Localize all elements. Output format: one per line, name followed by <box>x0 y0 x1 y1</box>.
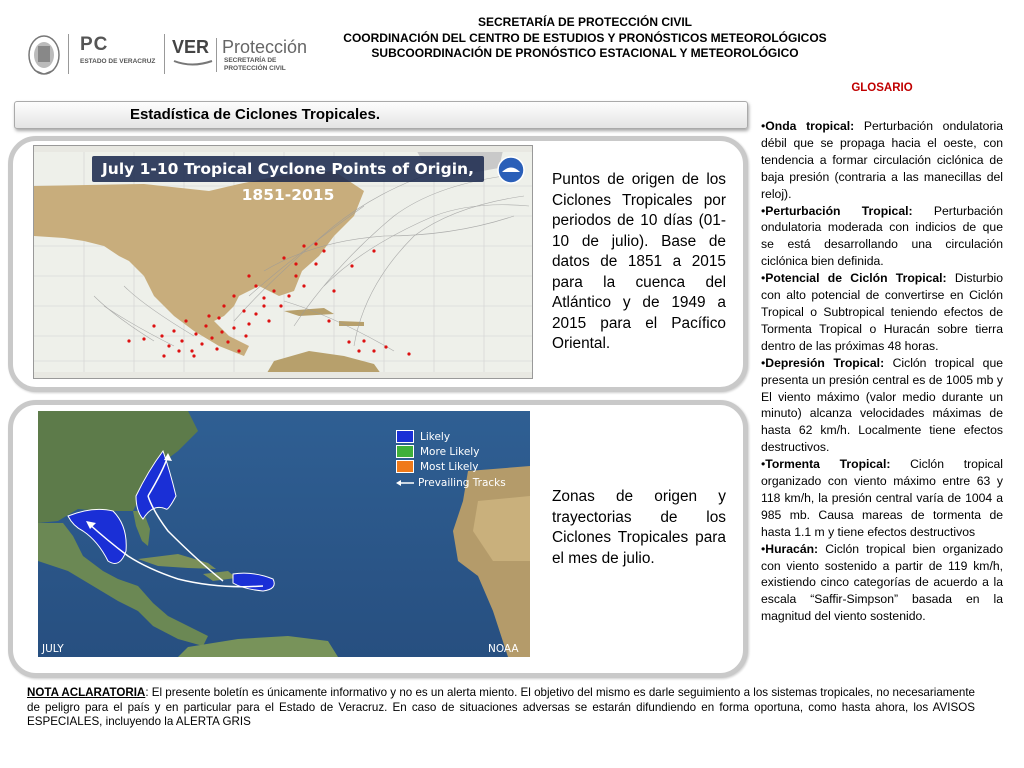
ver-logo-bold: VER <box>172 37 210 57</box>
header-line-1: SECRETARÍA DE PROTECCIÓN CIVIL <box>477 15 692 29</box>
origin-points-description: Puntos de origen de los Ciclones Tropicales por periodos de 10 días (01-10 de julio). Base de datos de 1851 a 2015 para la cuenca del Atlántico y de 1949 a 2015 para el Pacífico Oriental. <box>552 171 726 352</box>
section-title-band <box>14 101 748 129</box>
origin-points-map <box>33 145 533 379</box>
glossary <box>761 118 1003 625</box>
origin-zones-map <box>38 411 530 657</box>
glossary-term: Tormenta Tropical: <box>765 457 891 472</box>
logos <box>22 32 322 76</box>
header-line-3: SUBCOORDINACIÓN DE PRONÓSTICO ESTACIONAL Y METEOROLÓGICO <box>371 46 799 60</box>
glossary-item: •Perturbación Tropical: Perturbación ondulatoria moderada con indicios de que se está desarrollando una circulación ciclónica bien definida. <box>761 203 1003 269</box>
glossary-definition: Disturbio con alto potencial de convertirse en Ciclón Tropical o Subtropical teniendo efectos de Tormenta Tropical o Huracán sobre tierra dentro de las próximas 48 horas. <box>761 271 1003 353</box>
map-title: July 1-10 Tropical Cyclone Points of Origin, 1851-2015 <box>102 160 474 204</box>
glossary-title: GLOSARIO <box>851 82 913 94</box>
ver-logo-subtitle-2: PROTECCIÓN CIVIL <box>224 65 286 72</box>
legend-swatch-likely <box>396 430 414 443</box>
glossary-term: Depresión Tropical: <box>765 355 885 370</box>
glossary-definition: Ciclón tropical que presenta un presión central es de 1005 mb y El viento máximo (valor medio durante un minuto) alcanza velocidades máximas de hasta 62 km/h. Localmente tiene efectos destructivos. <box>761 355 1003 455</box>
proteccion-logo-text: Protección <box>222 37 308 57</box>
divider <box>216 38 217 72</box>
divider <box>68 34 69 74</box>
origin-zones-description: Zonas de origen y trayectorias de los Ciclones Tropicales para el mes de julio. <box>552 488 726 567</box>
pc-logo-text: PC <box>80 34 109 55</box>
glossary-term: Onda tropical: <box>765 119 855 133</box>
divider <box>164 34 165 74</box>
glossary-item: •Potencial de Ciclón Tropical: Disturbio con alto potencial de convertirse en Ciclón Tropical o Subtropical teniendo efectos de Tormenta Tropical o Huracán sobre tierra dentro de las próximas 48 horas. <box>761 271 1003 353</box>
header-line-2: COORDINACIÓN DEL CENTRO DE ESTUDIOS Y PRONÓSTICOS METEOROLÓGICOS <box>343 30 827 45</box>
legend-swatch-most-likely <box>396 460 414 473</box>
glossary-term: Perturbación Tropical: <box>765 203 913 218</box>
nota-label: NOTA ACLARATORIA <box>27 686 146 699</box>
glossary-item: •Onda tropical: Perturbación ondulatoria débil que se propaga hacia el oeste, con tendencia a formar circulación ciclónica de baja presión (contraria a las manecillas del reloj). <box>761 119 1003 201</box>
legend-label-more-likely: More Likely <box>420 445 480 458</box>
pc-logo-subtitle: ESTADO DE VERACRUZ <box>80 58 156 65</box>
glossary-definition: Ciclón tropical organizado con viento máximo entre 63 y 118 km/h, la presión central varía de 1004 a 985 mb. Causa mareas de tormenta de hasta 1.1 m y tiene efectos destructivos <box>761 457 1003 539</box>
nota-aclaratoria <box>27 686 975 730</box>
glossary-definition: Ciclón tropical bien organizado con viento sostenido a partir de 119 km/h, existiendo cinco categorías de acuerdo a la escala “Saffir-Simpson” basada en la magnitud del viento sostenido. <box>761 541 1003 624</box>
prevailing-track-arrow-icon <box>396 479 414 487</box>
header <box>330 15 840 62</box>
legend-swatch-more-likely <box>396 445 414 458</box>
glossary-term: Huracán: <box>765 541 819 556</box>
legend-label-prevailing-tracks: Prevailing Tracks <box>418 476 506 489</box>
glossary-item: •Tormenta Tropical: Ciclón tropical organizado con viento máximo entre 63 y 118 km/h, la presión central varía de 1004 a 985 mb. Causa mareas de tormenta de hasta 1.1 m y tiene efectos destructivos <box>761 457 1003 539</box>
glossary-item: •Depresión Tropical: Ciclón tropical que presenta un presión central es de 1005 mb y El viento máximo (valor medio durante un minuto) alcanza velocidades máximas de hasta 62 km/h. Localmente tiene efectos destructivos. <box>761 355 1003 455</box>
noaa-logo-icon <box>496 155 526 185</box>
section-title: Estadística de Ciclones Tropicales. <box>129 106 381 123</box>
ver-logo-subtitle-1: SECRETARÍA DE <box>224 57 277 64</box>
ver-logo <box>172 37 209 58</box>
map-agency-label: NOAA <box>488 643 519 655</box>
map-month-label: JULY <box>42 643 64 655</box>
nota-text: : El presente boletín es únicamente informativo y no es un alerta miento. El objetivo del mismo es darle seguimiento a los sistemas tropicales, no necesariamente de peligro para el país y en particular para el Estado de Veracruz. En caso de situaciones adversas se estarán difundiendo en forma oportuna, como hasta ahora, los AVISOS ESPECIALES, incluyendo la ALERTA GRIS <box>27 686 975 729</box>
glossary-definition: Perturbación ondulatoria débil que se propaga hacia el oeste, con tendencia a formar circulación ciclónica de baja presión (contraria a las manecillas del reloj). <box>761 119 1003 201</box>
ver-swoosh-icon <box>172 59 214 67</box>
map-legend <box>396 429 506 491</box>
glossary-definition: Perturbación ondulatoria moderada con indicios de que se está desarrollando una circulación ciclónica bien definida. <box>761 203 1003 269</box>
veracruz-seal-icon <box>26 34 62 76</box>
legend-label-likely: Likely <box>420 430 451 443</box>
legend-label-most-likely: Most Likely <box>420 460 479 473</box>
glossary-item: •Huracán: Ciclón tropical bien organizado con viento sostenido a partir de 119 km/h, existiendo cinco categorías de acuerdo a la escala “Saffir-Simpson” basada en la magnitud del viento sostenido. <box>761 541 1003 624</box>
glossary-term: Potencial de Ciclón Tropical: <box>765 271 947 286</box>
